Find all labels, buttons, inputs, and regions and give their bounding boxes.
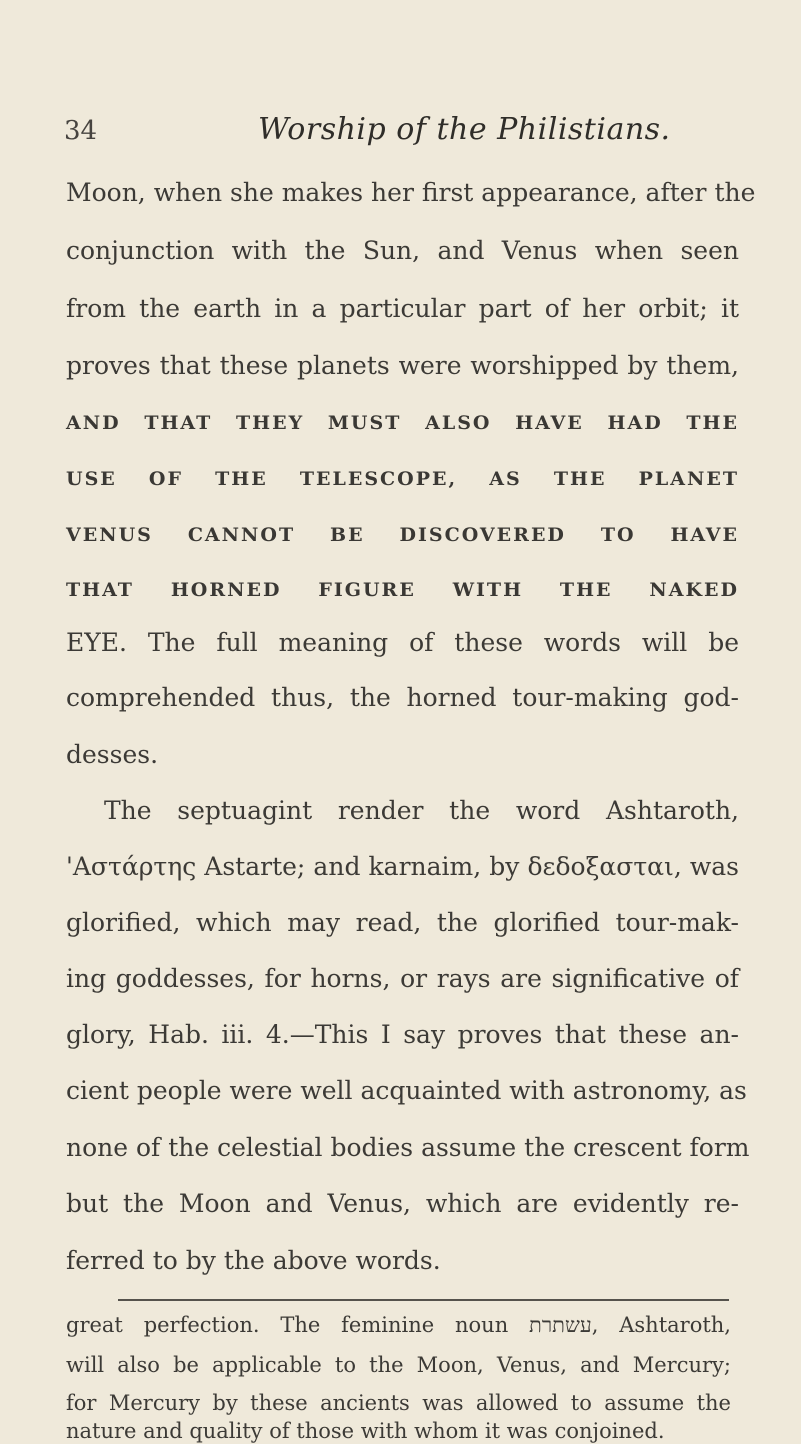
- text-line-caps: THAT HORNED FIGURE WITH THE NAKED: [66, 579, 739, 601]
- text-line: The septuagint render the word Ashtaroth,: [104, 796, 739, 825]
- text-line: desses.: [66, 740, 159, 769]
- text-line: ferred to by the above words.: [66, 1246, 441, 1275]
- text-line: 'Αστάρτης Astarte; and karnaim, by δεδοξασται, was: [66, 852, 739, 881]
- footnote-line: great perfection. The feminine noun עשתרת, Ashtaroth,: [66, 1313, 731, 1337]
- page-number: 34: [64, 116, 98, 146]
- text-line-caps: USE OF THE TELESCOPE, AS THE PLANET: [66, 468, 739, 490]
- text-line-caps: AND THAT THEY MUST ALSO HAVE HAD THE: [66, 412, 739, 434]
- text-line: cient people were well acquainted with astronomy, as: [66, 1076, 747, 1105]
- text-line: conjunction with the Sun, and Venus when seen: [66, 236, 739, 265]
- text-line: none of the celestial bodies assume the crescent form: [66, 1133, 750, 1162]
- page-header: [0, 112, 801, 152]
- text-line: proves that these planets were worshipped by them,: [66, 351, 739, 380]
- text-line-caps: VENUS CANNOT BE DISCOVERED TO HAVE: [66, 524, 739, 546]
- text-line: ing goddesses, for horns, or rays are significative of: [66, 964, 739, 993]
- footnote-line: nature and quality of those with whom it was conjoined.: [66, 1419, 665, 1443]
- text-line: glory, Hab. iii. 4.—This I say proves that these an-: [66, 1020, 739, 1049]
- text-line: from the earth in a particular part of her orbit; it: [66, 294, 739, 323]
- running-title: Worship of the Philistians.: [258, 112, 671, 147]
- footnote-rule: [118, 1299, 729, 1301]
- text-line: EYE. The full meaning of these words will be: [66, 628, 739, 657]
- text-line: comprehended thus, the horned tour-making god-: [66, 683, 739, 712]
- footnote-line: will also be applicable to the Moon, Venus, and Mercury;: [66, 1353, 731, 1377]
- footnote-line: for Mercury by these ancients was allowed to assume the: [66, 1391, 731, 1415]
- text-line: glorified, which may read, the glorified tour-mak-: [66, 908, 739, 937]
- text-line: but the Moon and Venus, which are evidently re-: [66, 1189, 739, 1218]
- text-line: Moon, when she makes her first appearance, after the: [66, 178, 756, 207]
